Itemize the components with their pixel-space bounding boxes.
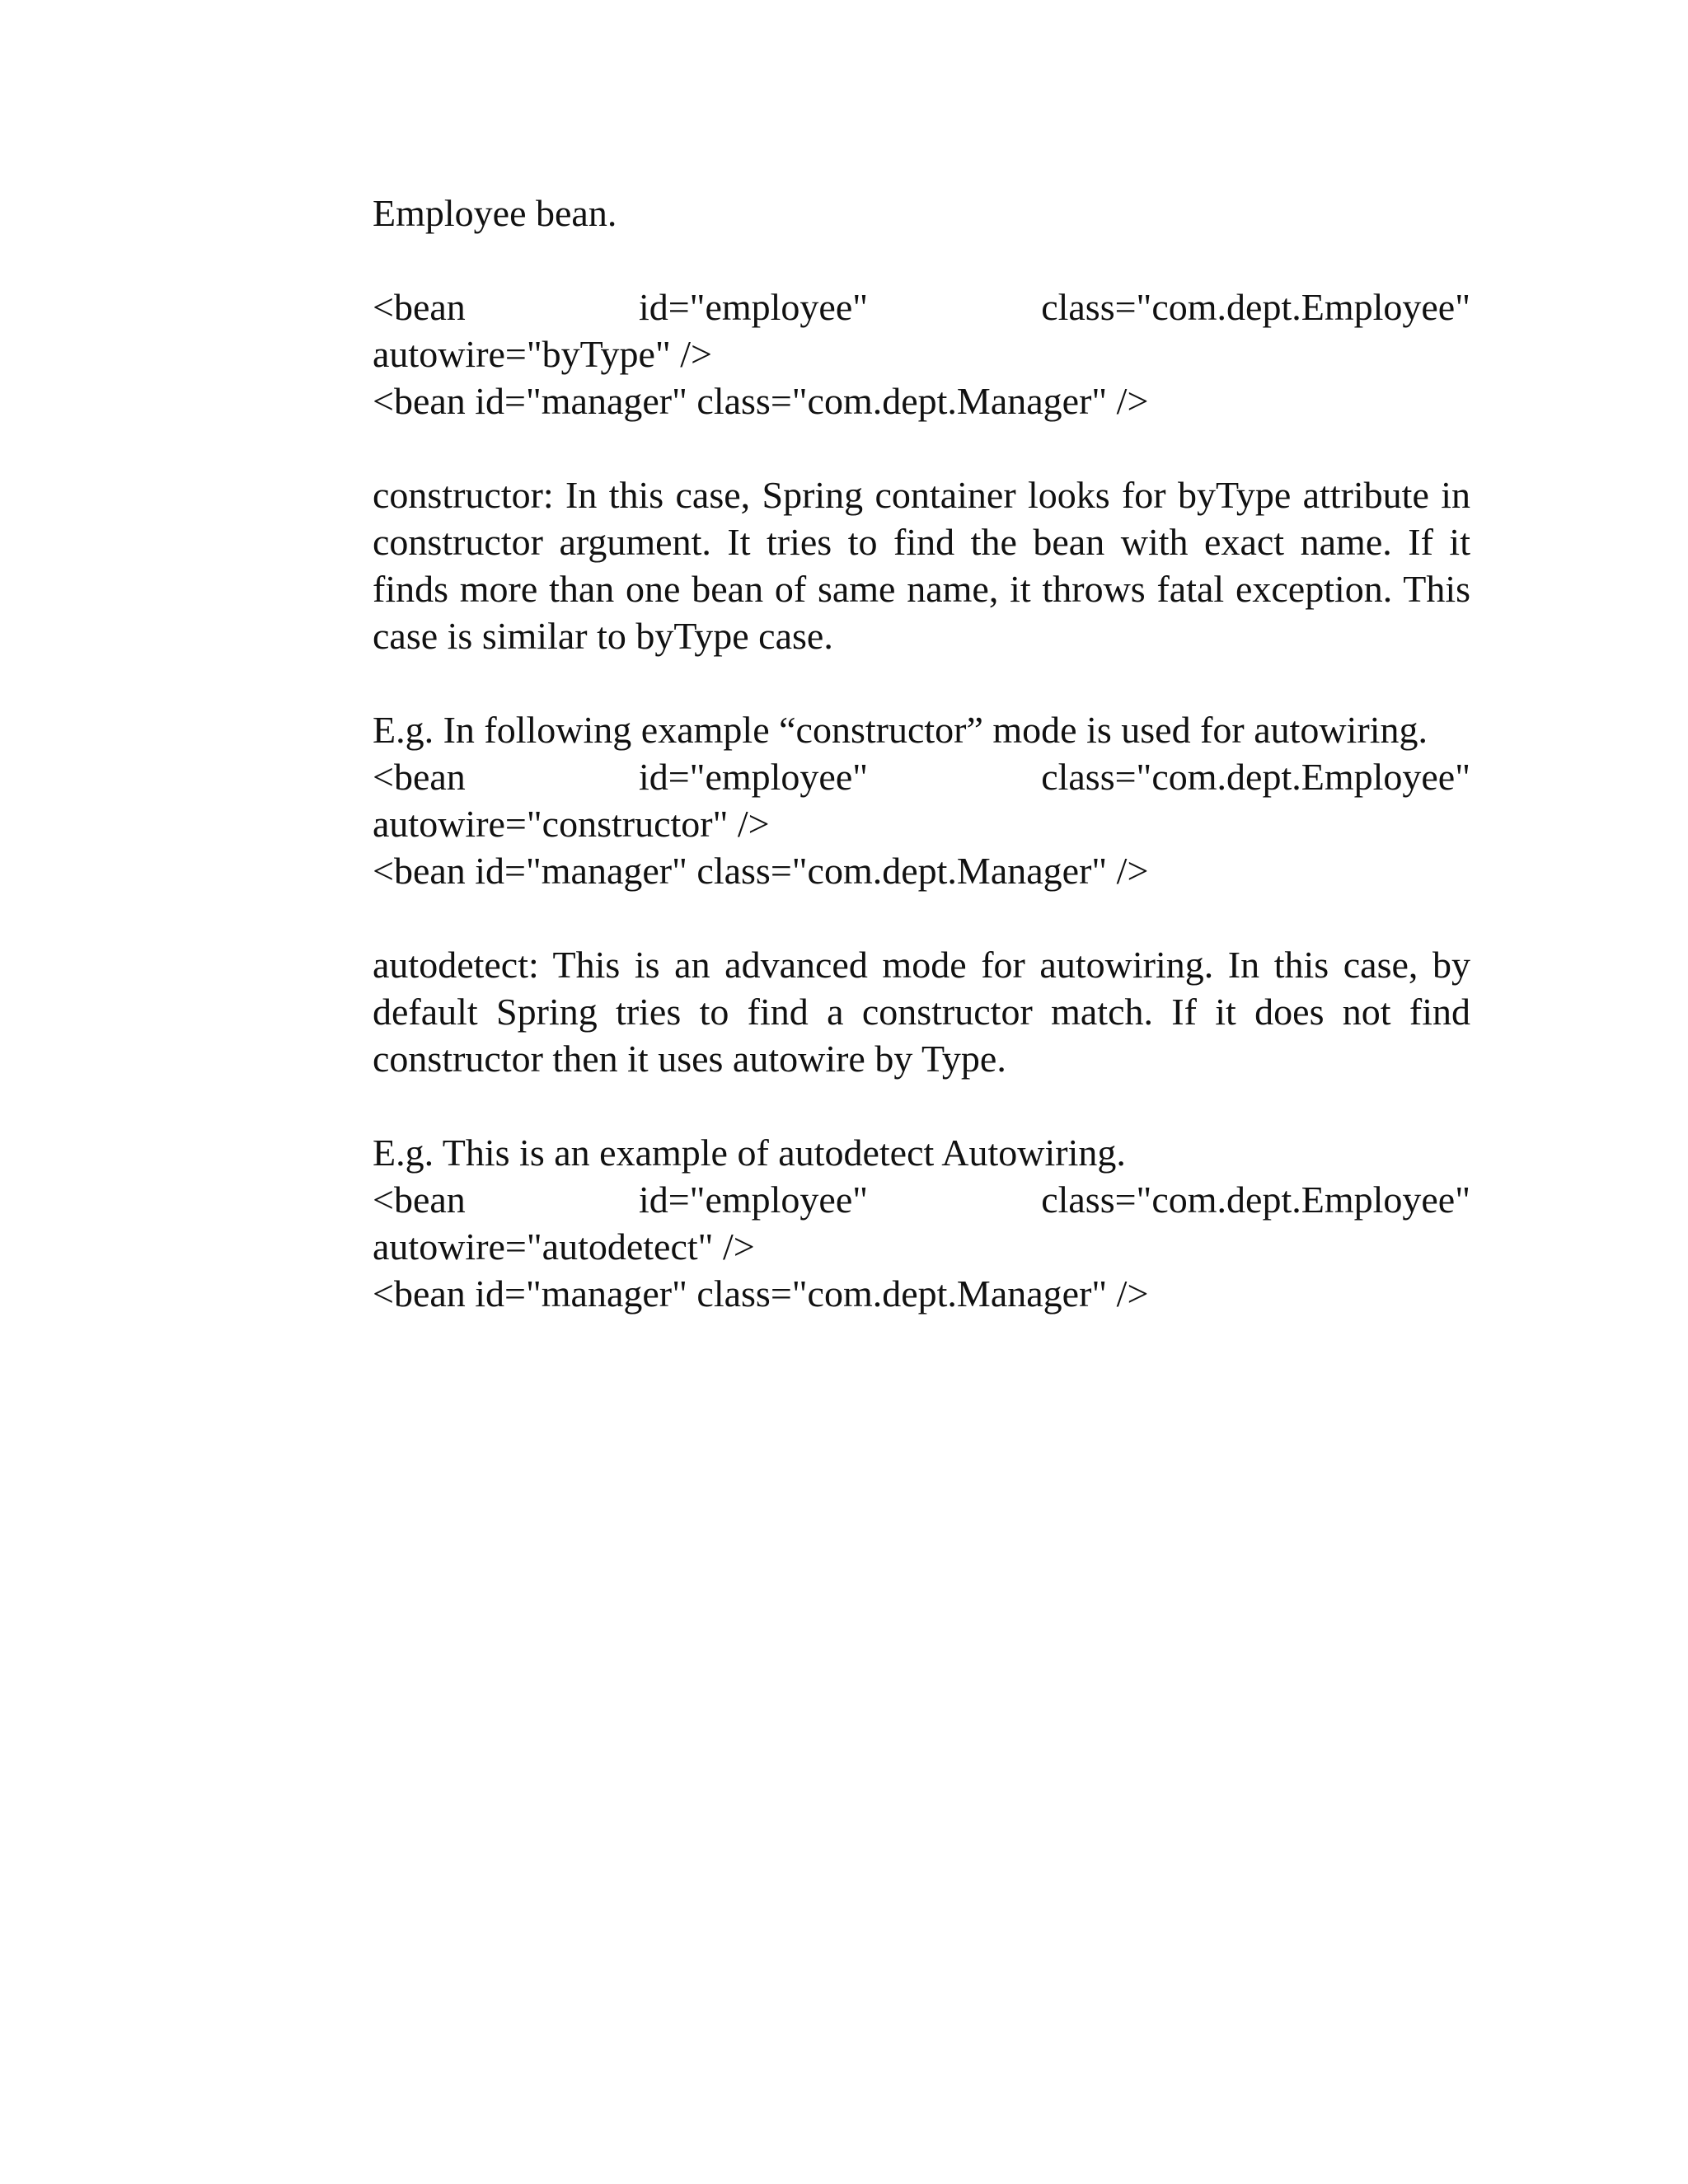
code-line xyxy=(373,284,1470,330)
spacer xyxy=(373,1082,1470,1129)
code-line: <bean id="manager" class="com.dept.Manager" /> xyxy=(373,1272,1149,1315)
spacer xyxy=(373,237,1470,284)
code-line: <bean id="manager" class="com.dept.Manager" /> xyxy=(373,850,1149,892)
intro-text: Employee bean. xyxy=(373,192,617,234)
constructor-description: constructor: In this case, Spring container looks for byType attribute in constructor argument. It tries to find the bean with exact name. If it finds more than one bean of same name, it throws fatal exception. This case is similar to byType case. xyxy=(373,474,1470,657)
bytype-code-example xyxy=(373,284,1470,424)
code-line: <bean id="manager" class="com.dept.Manager" /> xyxy=(373,380,1149,422)
code-line: autowire="constructor" /> xyxy=(373,803,770,845)
spacer xyxy=(373,424,1470,471)
autodetect-code-example xyxy=(373,1176,1470,1317)
code-token: class="com.dept.Employee" xyxy=(1041,756,1470,798)
code-line xyxy=(373,753,1470,800)
spacer xyxy=(373,659,1470,706)
document-body xyxy=(373,190,1470,1317)
code-line xyxy=(373,1176,1470,1223)
constructor-example-intro: E.g. In following example “constructor” mode is used for autowiring. xyxy=(373,709,1428,751)
code-token: id="employee" xyxy=(638,1179,869,1221)
constructor-code-example xyxy=(373,753,1470,894)
code-line: autowire="byType" /> xyxy=(373,333,712,375)
code-token: <bean xyxy=(373,756,466,798)
code-line: autowire="autodetect" /> xyxy=(373,1226,755,1268)
code-token: id="employee" xyxy=(638,286,869,328)
code-token: <bean xyxy=(373,1179,466,1221)
code-token: id="employee" xyxy=(638,756,869,798)
autodetect-description: autodetect: This is an advanced mode for autowiring. In this case, by default Spring tries to find a constructor match. If it does not find constructor then it uses autowire by Type. xyxy=(373,944,1470,1080)
code-token: class="com.dept.Employee" xyxy=(1041,286,1470,328)
spacer xyxy=(373,894,1470,941)
code-token: class="com.dept.Employee" xyxy=(1041,1179,1470,1221)
code-token: <bean xyxy=(373,286,466,328)
autodetect-example-intro: E.g. This is an example of autodetect Autowiring. xyxy=(373,1132,1126,1174)
